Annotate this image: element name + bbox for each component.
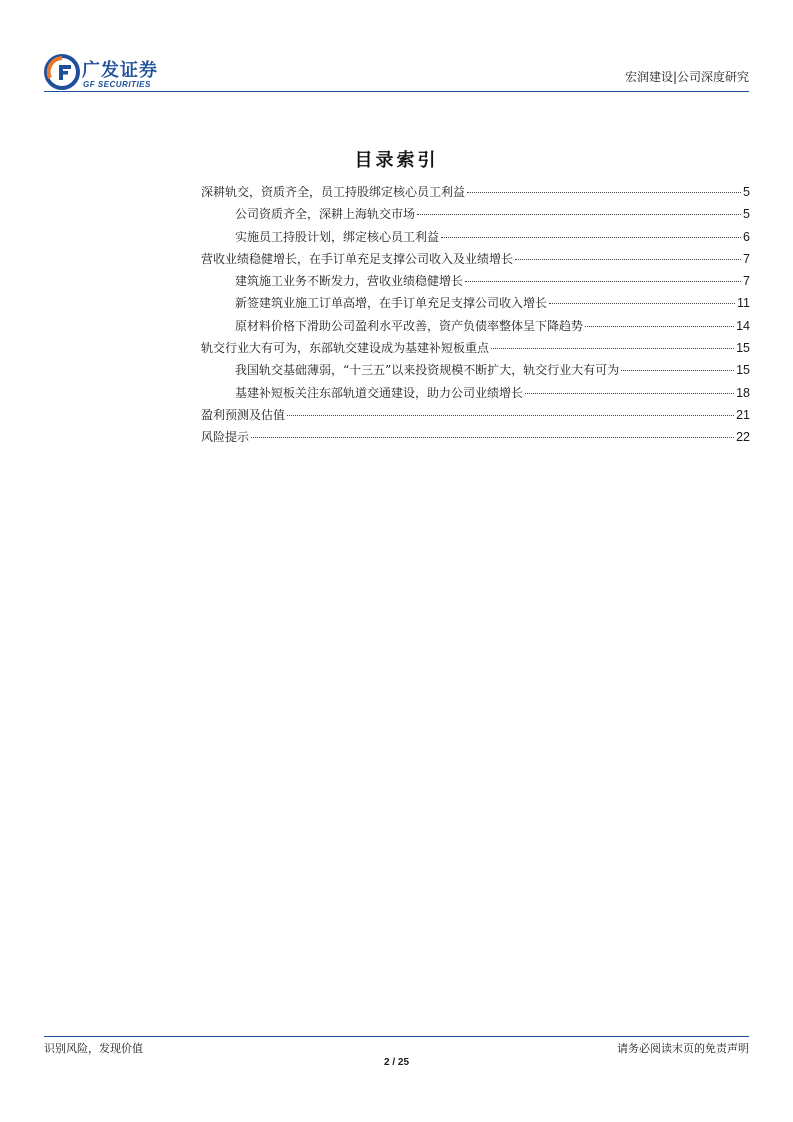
toc-entry-text: 盈利预测及估值: [201, 407, 286, 422]
table-of-contents: [201, 181, 750, 449]
toc-entry[interactable]: [201, 226, 750, 248]
toc-entry[interactable]: [201, 292, 750, 314]
toc-entry-page: 14: [736, 318, 750, 333]
toc-entry-text: 深耕轨交，资质齐全，员工持股绑定核心员工利益: [201, 185, 466, 199]
toc-leader-dots: [585, 326, 734, 327]
header-divider: [44, 91, 749, 92]
toc-entry-page: 22: [736, 430, 750, 445]
toc-entry-text: 实施员工持股计划，绑定核心员工利益: [235, 229, 440, 244]
toc-leader-dots: [621, 370, 734, 371]
toc-entry[interactable]: [201, 181, 750, 203]
toc-entry-text: 公司资质齐全，深耕上海轨交市场: [235, 207, 416, 222]
toc-entry-text: 风险提示: [201, 430, 250, 445]
toc-entry[interactable]: [201, 382, 750, 404]
toc-leader-dots: [549, 303, 735, 304]
toc-entry[interactable]: [201, 315, 750, 337]
toc-entry-page: 15: [736, 363, 750, 378]
page-indicator: 2 / 25: [383, 1057, 410, 1068]
toc-leader-dots: [467, 192, 741, 193]
toc-entry[interactable]: [201, 248, 750, 270]
toc-leader-dots: [287, 415, 734, 416]
toc-entry-page: 7: [743, 251, 750, 266]
toc-entry[interactable]: [201, 203, 750, 225]
toc-entry-page: 6: [743, 229, 750, 244]
logo-english-name: GF SECURITIES: [83, 80, 151, 89]
company-logo: [44, 54, 184, 92]
toc-entry-text: 轨交行业大有可为，东部轨交建设成为基建补短板重点: [201, 341, 490, 356]
footer-slogan: 识别风险，发现价值: [44, 1042, 143, 1055]
toc-leader-dots: [441, 237, 741, 238]
toc-entry-text: 新签建筑业施工订单高增，在手订单充足支撑公司收入增长: [235, 296, 548, 311]
toc-leader-dots: [515, 259, 741, 260]
toc-title: 目录索引: [354, 150, 439, 171]
toc-entry-text: 原材料价格下滑助公司盈利水平改善，资产负债率整体呈下降趋势: [235, 318, 584, 333]
toc-entry-page: 5: [743, 185, 750, 199]
toc-leader-dots: [465, 281, 741, 282]
toc-entry-text: 营收业绩稳健增长，在手订单充足支撑公司收入及业绩增长: [201, 251, 514, 266]
gf-securities-logo-icon: [44, 54, 80, 90]
logo-chinese-name: 广发证券: [82, 60, 158, 81]
toc-entry-text: 基建补短板关注东部轨道交通建设，助力公司业绩增长: [235, 385, 524, 400]
toc-leader-dots: [525, 393, 734, 394]
toc-entry-page: 15: [736, 341, 750, 356]
toc-entry-page: 7: [743, 274, 750, 289]
footer-disclaimer-note: 请务必阅读末页的免责声明: [617, 1042, 749, 1055]
toc-entry[interactable]: [201, 270, 750, 292]
toc-entry-text: 建筑施工业务不断发力，营收业绩稳健增长: [235, 274, 464, 289]
toc-entry-page: 11: [737, 296, 750, 311]
toc-entry-text: 我国轨交基础薄弱，“十三五”以来投资规模不断扩大，轨交行业大有可为: [235, 363, 620, 378]
toc-entry[interactable]: [201, 337, 750, 359]
toc-entry-page: 21: [736, 407, 750, 422]
toc-leader-dots: [417, 214, 741, 215]
toc-entry-page: 5: [743, 207, 750, 222]
toc-entry-page: 18: [736, 385, 750, 400]
toc-entry[interactable]: [201, 404, 750, 426]
toc-leader-dots: [251, 437, 734, 438]
toc-entry[interactable]: [201, 359, 750, 381]
toc-entry[interactable]: [201, 426, 750, 448]
report-tag: 宏润建设|公司深度研究: [624, 70, 749, 84]
footer-divider: [44, 1036, 749, 1037]
toc-leader-dots: [491, 348, 734, 349]
